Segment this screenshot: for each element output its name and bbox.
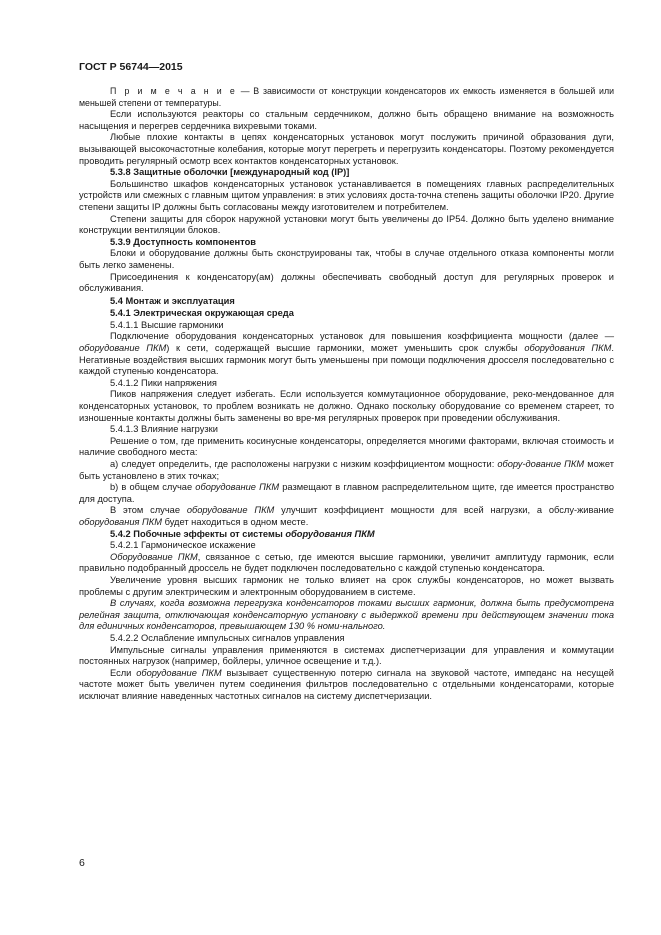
section-heading: 5.4 Монтаж и эксплуатация [110, 295, 235, 306]
subsection-heading: 5.4.1.3 Влияние нагрузки [110, 424, 218, 435]
paragraph: Степени защиты для сборок наружной установки могут быть увеличены до IP54. Должно быть уделено внимание конструкции вентиляции блоков. [79, 213, 614, 236]
subsection-heading: 5.4.2.2 Ослабление импульсных сигналов управления [110, 632, 345, 643]
section-heading: 5.3.8 Защитные оболочки [международный код (IP)] [110, 167, 350, 178]
note-label: П р и м е ч а н и е [110, 86, 237, 96]
section-heading: 5.4.2 Побочные эффекты от системы оборудования ПКМ [110, 528, 375, 539]
paragraph: Подключение оборудования конденсаторных установок для повышения коэффициента мощности (далее — оборудование ПКМ) к сети, содержащей высшие гармоники, может уменьшить срок службы оборудования ПКМ. Негативные воздействия высших гармоник могут быть уменьшены при помощи подключения дросселя последовательно с каждой ступенью конденсатора. [79, 331, 614, 377]
page-body [79, 86, 614, 702]
paragraph: В этом случае оборудование ПКМ улучшит коэффициент мощности для всей нагрузки, а обслу-живание оборудования ПКМ будет находиться в одном месте. [79, 505, 614, 527]
list-item: b) в общем случае оборудование ПКМ размещают в главном распределительном щите, где имеется пространство для доступа. [79, 482, 614, 504]
paragraph: Пиков напряжения следует избегать. Если используется коммутационное оборудование, реко-мендованное для конденсаторных установок, то проблем возникать не должно. Однако поскольку оборудование со временем стареет, то изношенные контакты должны быть заменены во вре-мя регулярных проверок при проведении обслуживания. [79, 389, 614, 423]
paragraph: Если используются реакторы со стальным сердечником, должно быть обращено внимание на возможность насыщения и перегрев сердечника вихревыми токами. [79, 109, 614, 131]
section-heading: 5.4.1 Электрическая окружающая среда [110, 308, 294, 319]
subsection-heading: 5.4.2.1 Гармоническое искажение [110, 540, 256, 551]
paragraph: Решение о том, где применить косинусные конденсаторы, определяется многими факторами, включая стоимость и наличие свободного места: [79, 435, 614, 458]
note-paragraph: П р и м е ч а н и е — В зависимости от конструкции конденсаторов их емкость изменяется в большей или меньшей степени от температуры. [79, 86, 614, 108]
subsection-heading: 5.4.1.2 Пики напряжения [110, 377, 217, 388]
paragraph: Присоединения к конденсатору(ам) должны обеспечивать свободный доступ для регулярных проверок и обслуживания. [79, 271, 614, 294]
paragraph: Блоки и оборудование должны быть сконструированы так, чтобы в случае отдельного отказа компоненты могли быть легко заменены. [79, 248, 614, 270]
paragraph: Импульсные сигналы управления применяются в системах диспетчеризации для управления и коммутации постоянных нагрузок (например, бойлеры, уличное освещение и т.д.). [79, 644, 614, 667]
subsection-heading: 5.4.1.1 Высшие гармоники [110, 319, 224, 330]
section-heading: 5.3.9 Доступность компонентов [110, 236, 256, 247]
list-item: а) следует определить, где расположены нагрузки с низким коэффициентом мощности: обору-дование ПКМ может быть установлено в этих точках; [79, 459, 614, 481]
paragraph: В случаях, когда возможна перегрузка конденсаторов токами высших гармоник, должна быть предусмотрена релейная защита, отключающая конденсаторную установку с выдержкой времени при действующем значении тока для единичных конденсаторов, превышающем 130 % номи-нального. [79, 598, 614, 632]
paragraph: Любые плохие контакты в цепях конденсаторных установок могут послужить причиной образования дуги, вызывающей высокочастотные колебания, которые могут перегреть и перегрузить конденсаторы. Поэтому рекомендуется проводить регулярный осмотр всех контактов конденсаторных установок. [79, 132, 614, 166]
paragraph: Большинство шкафов конденсаторных установок устанавливается в помещениях главных распределительных устройств или смежных с главным щитом управления: в этих условиях доста-точна степень защиты оболочки IP20. Другие степени защиты IP должны быть согласованы между изготовителем и потребителем. [79, 178, 614, 212]
paragraph: Если оборудование ПКМ вызывает существенную потерю сигнала на звуковой частоте, импеданс на несущей частоте может быть увеличен путем соединения фильтров последовательно с отдельными конденсаторами, которые исключат влияние наведенных частотных сигналов на систему диспетчеризации. [79, 667, 614, 701]
paragraph: Оборудование ПКМ, связанное с сетью, где имеются высшие гармоники, увеличит амплитуду гармоник, если правильно подобранный дроссель не будет подключен последовательно с каждой ступенью конденсатора. [79, 551, 614, 574]
paragraph: Увеличение уровня высших гармоник не только влияет на срок службы конденсаторов, но может вызвать проблемы с другим электрическим и электронным оборудованием в системе. [79, 574, 614, 597]
page-number: 6 [79, 857, 85, 869]
page-header: ГОСТ Р 56744—2015 [79, 61, 183, 73]
